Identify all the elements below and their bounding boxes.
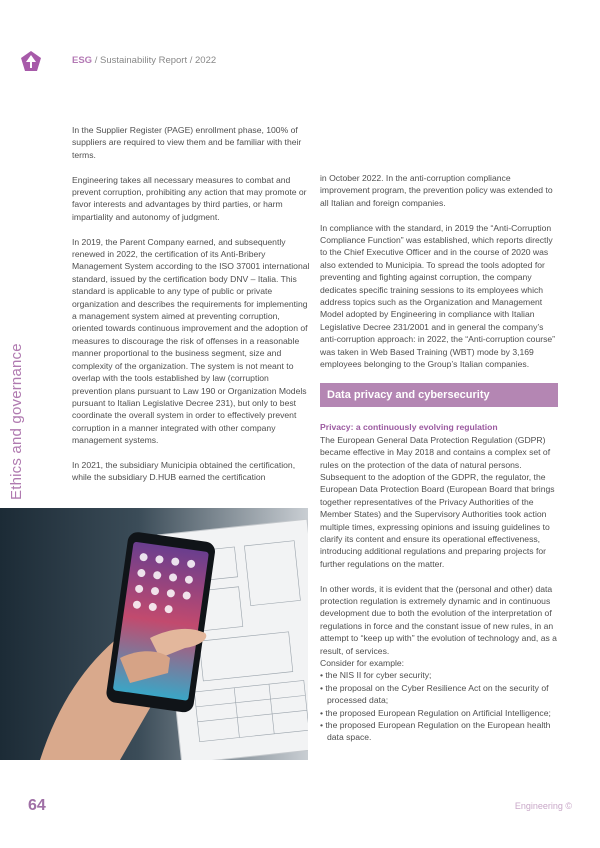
page-number: 64	[28, 797, 46, 814]
smartphone-photo	[0, 508, 308, 760]
side-section-title: Ethics and governance	[8, 343, 25, 500]
list-item: • the NIS II for cyber security;	[320, 670, 432, 681]
paragraph: Engineering takes all necessary measures to combat and prevent corruption, prohibiting any action that may promote or favor interests and advantages by third parties, or harm impartiality and autonomy of judgment.	[72, 174, 307, 222]
left-column	[72, 124, 310, 496]
paragraph: In 2019, the Parent Company earned, and subsequently renewed in 2022, the certification of its Anti-Bribery Management System according to the ISO 37001 international standard, issued by the certification body DNV – Italia. This standard is applicable to any type of public or private organization and describes the requirements for implementing a management system aimed at preventing corruption, oriented towards continuous improvement and the adoption of measures to discourage the risk of offenses in a reasonable manner proportional to the business segment, size and complexity of the organization. The system is not meant to overlap with the tools established by law (corruption prevention plans pursuant to Law 190 or Organization Models pursuant to Italian Legislative Decree 231), but only to best coordinate the overall system in order to effectively prevent corruption in a manner integrated with other company management systems.	[72, 236, 310, 446]
sub-heading: Privacy: a continuously evolving regulation	[320, 422, 498, 433]
paragraph: In the Supplier Register (PAGE) enrollment phase, 100% of suppliers are required to view them and be familiar with their terms.	[72, 125, 302, 160]
engineering-logo-icon	[20, 50, 42, 72]
list-item: • the proposed European Regulation on the European health data space.	[320, 720, 551, 743]
paragraph: The European General Data Protection Regulation (GDPR) became effective in May 2018 and contains a complex set of rules on the protection of the data of natural persons. Subsequent to the adoption of the GDPR, the regulator, the European Data Protection Board (European Board that brings together representatives of the Privacy Authorities of the Member States) and the Supervisory Authorities took action multiple times, expressing opinions and issuing guidelines to clarify its content and ensure its operational effectiveness, introducing additional regulations and preparing projects for further regulations on the matter.	[320, 434, 555, 569]
list-item: • the proposed European Regulation on Artificial Intelligence;	[320, 707, 551, 718]
header-brand: ESG	[72, 55, 93, 66]
example-intro: Consider for example:	[320, 657, 405, 668]
report-header	[72, 55, 216, 66]
paragraph: in October 2022. In the anti-corruption compliance improvement program, the prevention policy was extended to all Italian and foreign companies.	[320, 173, 553, 208]
section-heading-data-privacy: Data privacy and cybersecurity	[320, 383, 558, 407]
footer-brand: Engineering ©	[514, 801, 572, 811]
right-column	[320, 172, 560, 744]
example-list	[320, 669, 560, 743]
paragraph: In compliance with the standard, in 2019 the “Anti-Corruption Compliance Function” was established, which reports directly to the Chief Executive Officer and in the course of 2020 was also extended to Municipia. To spread the tools adopted for preventing and fighting against corruption, the company dedicates specific training sessions to its employees which address topics such as the Organization and Management Model adopted by Engineering in compliance with Italian Legislative Decree 231/2001 and in general the company’s anti-corruption approach: in 2022, the “Anti-corruption course” was taken in Web Based Training (WBT) mode by 3,169 employees belonging to the Group’s Italian companies.	[320, 222, 556, 370]
list-item: • the proposal on the Cyber Resilience Act on the security of processed data;	[320, 682, 549, 706]
paragraph: In other words, it is evident that the (personal and other) data protection regulation is extremely dynamic and in continuous development due to both the evolution of the interpretation of regulations in force and the constant issue of new rules, in an attempt to “keep up with” the evolution of technology and, as a result, of services.	[320, 583, 557, 656]
smartphone-illustration	[0, 508, 308, 760]
paragraph: In 2021, the subsidiary Municipia obtained the certification, while the subsidiary D.HUB earned the certification	[72, 459, 296, 483]
header-path: / Sustainability Report / 2022	[94, 55, 217, 66]
